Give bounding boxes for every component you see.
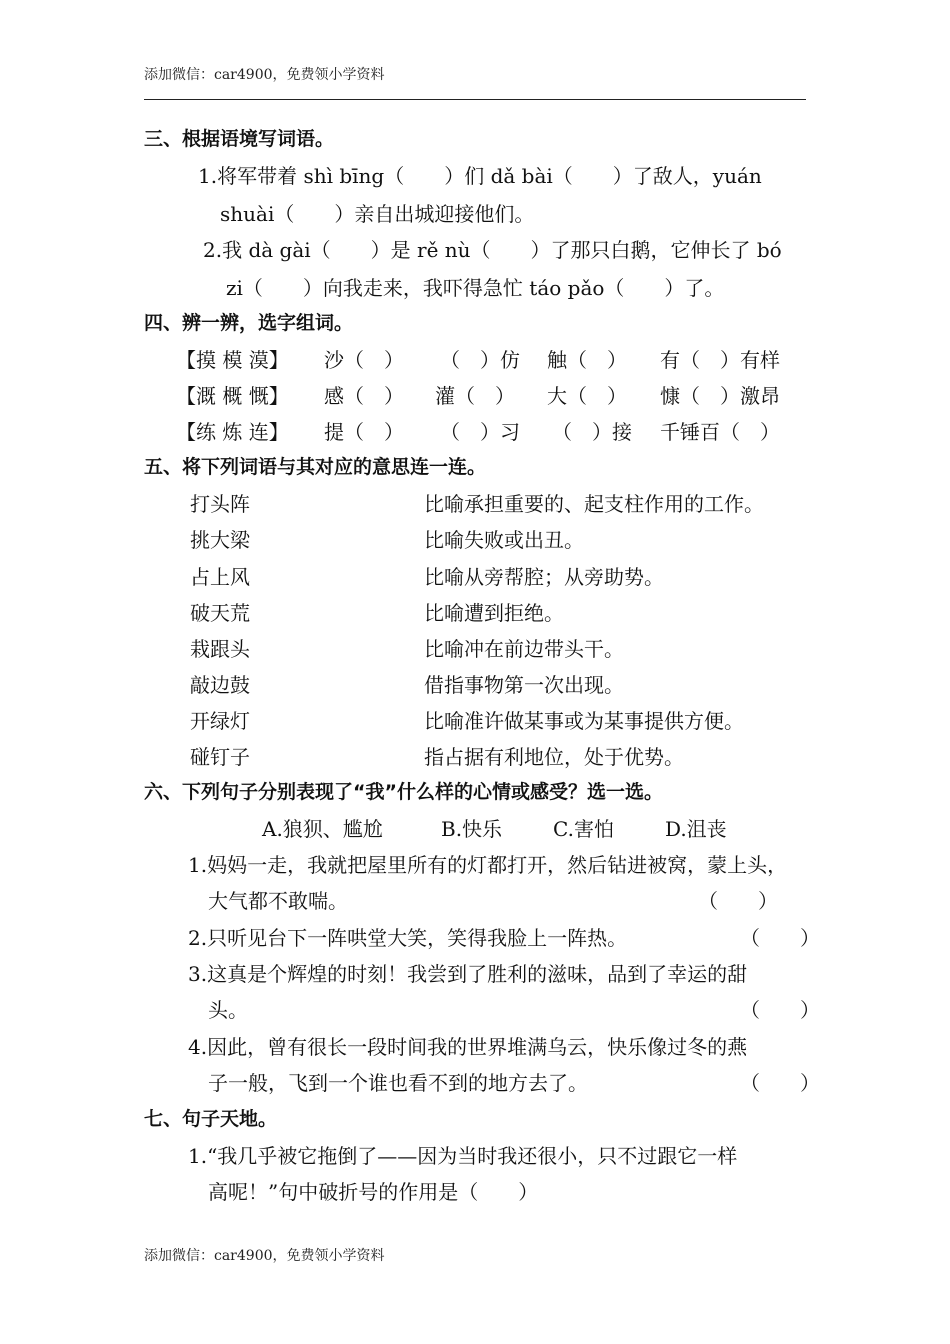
answer-blank: （ ） (740, 1071, 820, 1095)
idiom-meaning: 比喻遭到拒绝。 (424, 601, 564, 625)
section-7-title: 七、句子天地。 (144, 1108, 278, 1130)
question-line: 大气都不敢喘。 (208, 889, 348, 913)
fill-blank-item: 有（ ）有样 (660, 348, 780, 372)
section-6-title: 六、下列句子分别表现了“我”什么样的心情或感受？选一选。 (144, 781, 663, 803)
idiom-meaning: 比喻承担重要的、起支柱作用的工作。 (424, 492, 764, 516)
option-d: D.沮丧 (665, 817, 727, 841)
idiom-meaning: 借指事物第一次出现。 (424, 673, 624, 697)
fill-blank-item: 感（ ） (324, 384, 404, 408)
fill-blank-item: 大（ ） (547, 384, 627, 408)
page-footer: 添加微信：car4900，免费领小学资料 (144, 1248, 385, 1264)
section-5-title: 五、将下列词语与其对应的意思连一连。 (144, 456, 487, 478)
section-3-line-3: 2.我 dà gài（ ）是 rě nù（ ）了那只白鹅，它伸长了 bó (203, 238, 782, 262)
idiom-word: 挑大梁 (190, 528, 250, 552)
question-line: 1.妈妈一走，我就把屋里所有的灯都打开，然后钻进被窝，蒙上头， (188, 853, 788, 877)
option-a: A.狼狈、尴尬 (262, 817, 383, 841)
question-line: 高呢！”句中破折号的作用是（ ） (208, 1180, 539, 1204)
idiom-word: 敲边鼓 (190, 673, 250, 697)
answer-blank: （ ） (740, 998, 820, 1022)
idiom-word: 破天荒 (190, 601, 250, 625)
idiom-meaning: 比喻冲在前边带头干。 (424, 637, 624, 661)
idiom-meaning: 指占据有利地位，处于优势。 (424, 745, 684, 769)
fill-blank-item: 提（ ） (324, 420, 404, 444)
idiom-meaning: 比喻失败或出丑。 (424, 528, 584, 552)
option-c: C.害怕 (553, 817, 614, 841)
idiom-meaning: 比喻准许做某事或为某事提供方便。 (424, 709, 744, 733)
fill-blank-item: 灌（ ） (435, 384, 515, 408)
section-3-title: 三、根据语境写词语。 (144, 128, 335, 150)
fill-blank-item: （ ）仿 (440, 348, 520, 372)
question-line: 3.这真是个辉煌的时刻！我尝到了胜利的滋味，品到了幸运的甜 (188, 962, 748, 986)
section-4-title: 四、辨一辨，选字组词。 (144, 312, 354, 334)
idiom-word: 开绿灯 (190, 709, 250, 733)
question-line: 1.“我几乎被它拖倒了——因为当时我还很小，只不过跟它一样 (188, 1144, 738, 1168)
question-line: 头。 (208, 998, 248, 1022)
idiom-meaning: 比喻从旁帮腔；从旁助势。 (424, 565, 664, 589)
question-line: 子一般，飞到一个谁也看不到的地方去了。 (208, 1071, 588, 1095)
header-divider (144, 99, 806, 100)
idiom-word: 占上风 (190, 565, 250, 589)
char-group: 【摸 模 漠】 (176, 348, 289, 372)
fill-blank-item: （ ）习 (440, 420, 520, 444)
page-header: 添加微信：car4900，免费领小学资料 (144, 67, 385, 83)
section-3-line-4: zi（ ）向我走来，我吓得急忙 táo pǎo（ ）了。 (226, 276, 725, 300)
answer-blank: （ ） (698, 889, 778, 913)
question-line: 2.只听见台下一阵哄堂大笑，笑得我脸上一阵热。 (188, 926, 628, 950)
char-group: 【溉 概 慨】 (176, 384, 289, 408)
section-3-line-2: shuài（ ）亲自出城迎接他们。 (220, 202, 535, 226)
section-3-line-1: 1.将军带着 shì bīng（ ）们 dǎ bài（ ）了敌人，yuán (198, 164, 762, 188)
fill-blank-item: 触（ ） (547, 348, 627, 372)
fill-blank-item: （ ）接 (552, 420, 632, 444)
idiom-word: 碰钉子 (190, 745, 250, 769)
question-line: 4.因此，曾有很长一段时间我的世界堆满乌云，快乐像过冬的燕 (188, 1035, 748, 1059)
answer-blank: （ ） (740, 926, 820, 950)
fill-blank-item: 千锤百（ ） (660, 420, 780, 444)
fill-blank-item: 沙（ ） (324, 348, 404, 372)
idiom-word: 栽跟头 (190, 637, 250, 661)
option-b: B.快乐 (441, 817, 503, 841)
fill-blank-item: 慷（ ）激昂 (660, 384, 780, 408)
idiom-word: 打头阵 (190, 492, 250, 516)
char-group: 【练 炼 连】 (176, 420, 289, 444)
